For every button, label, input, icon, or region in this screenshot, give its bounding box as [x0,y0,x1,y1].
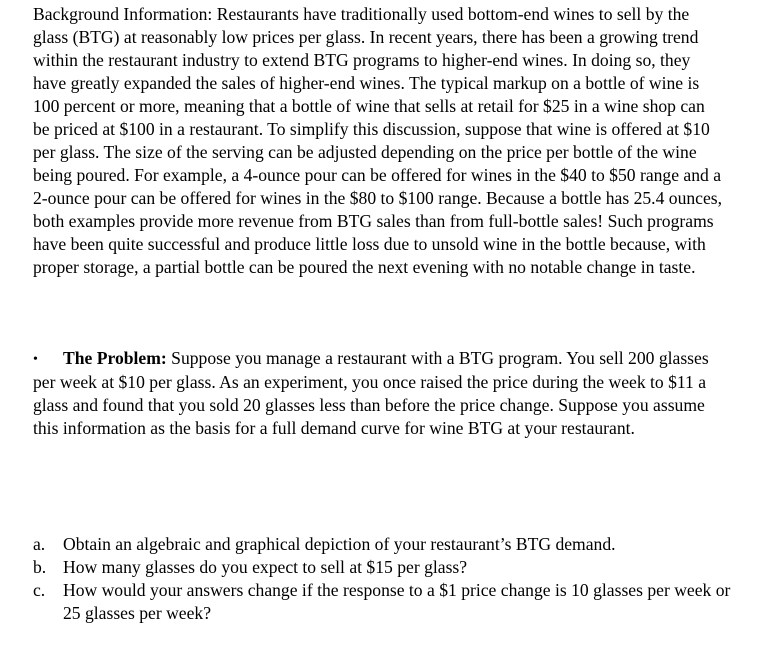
question-letter: c. [33,580,46,600]
question-text: Obtain an algebraic and graphical depiction of your restaurant’s BTG demand. [63,534,616,554]
question-text: How would your answers change if the response to a $1 price change is 10 glasses per week or 25 glasses per week? [63,580,731,623]
question-item-a [33,533,743,556]
question-item-c [33,579,743,625]
problem-heading: The Problem: [63,348,167,368]
question-letter: b. [33,557,47,577]
question-item-b [33,556,743,579]
problem-paragraph [33,347,733,440]
question-text: How many glasses do you expect to sell at $15 per glass? [63,557,468,577]
question-letter: a. [33,534,46,554]
background-paragraph: Background Information: Restaurants have traditionally used bottom-end wines to sell by the glass (BTG) at reasonably low prices per glass. In recent years, there has been a growing trend within the restaurant industry to extend BTG programs to higher-end wines. In doing so, they have greatly expanded the sales of higher-end wines. The typical markup on a bottle of wine is 100 percent or more, meaning that a bottle of wine that sells at retail for $25 in a wine shop can be priced at $100 in a restaurant. To simplify this discussion, suppose that wine is offered at $10 per glass. The size of the serving can be adjusted depending on the price per bottle of the wine being poured. For example, a 4-ounce pour can be offered for wines in the $40 to $50 range and a 2-ounce pour can be offered for wines in the $80 to $100 range. Because a bottle has 25.4 ounces, both examples provide more revenue from BTG sales than from full-bottle sales! Such programs have been quite successful and produce little loss due to unsold wine in the bottle because, with proper storage, a partial bottle can be poured the next evening with no notable change in taste. [33,4,723,277]
question-list [33,533,743,625]
problem-text: Suppose you manage a restaurant with a BTG program. You sell 200 glasses per week at $10 per glass. As an experiment, you once raised the price during the week to $11 a glass and found that you sold 20 glasses less than before the price change. Suppose you assume this information as the basis for a full demand curve for wine BTG at your restaurant. [33,348,709,438]
bullet-icon: • [33,352,38,367]
